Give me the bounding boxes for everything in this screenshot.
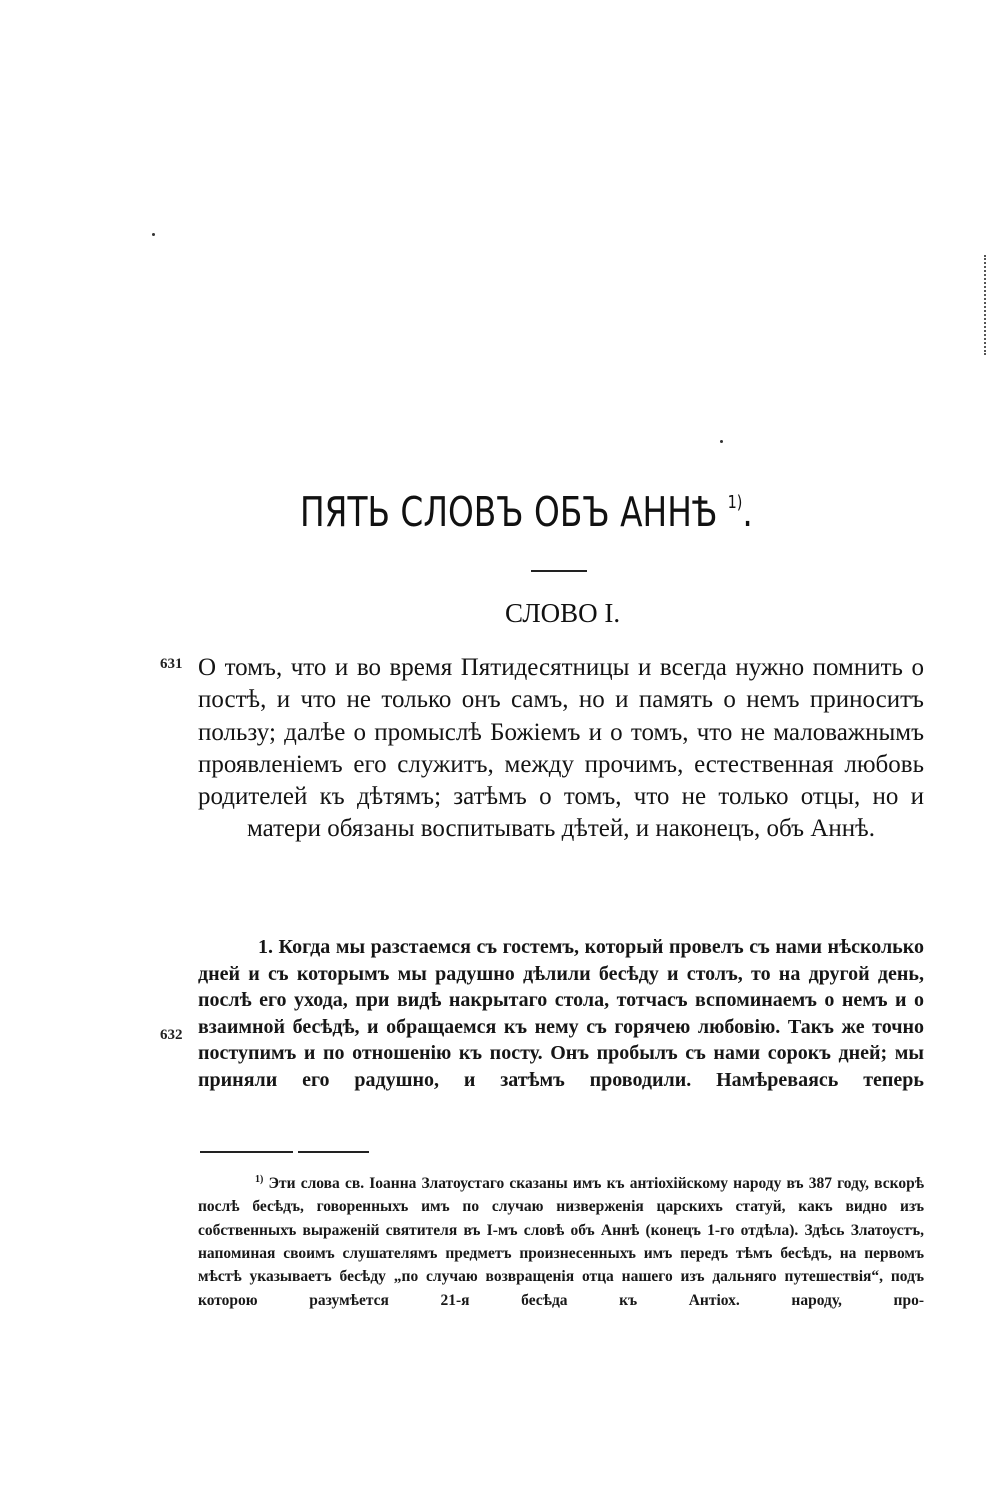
page-title: ПЯТЬ СЛОВЪ ОБЪ АННѢ $^{1)}$. xyxy=(300,488,753,536)
section-heading: СЛОВО I. xyxy=(505,598,621,628)
margin-page-number: 632 xyxy=(160,1027,183,1043)
body-paragraph: 1. Когда мы разстаемся съ гостемъ, который провелъ съ нами нѣсколько дней и съ которымъ мы радушно дѣлили бесѣду и столъ, то на другой день, послѣ его ухода, при видѣ накрытаго стола, тотчасъ вспоминаемъ о немъ и о взаимной бесѣдѣ, и обращаемся къ нему съ горячею любовію. Такъ же точно поступимъ и по отношенію къ посту. Онъ пробылъ съ нами сорокъ дней; мы приняли его радушно, и затѣмъ проводили. Намѣреваясь теперь xyxy=(198,936,924,1091)
footnote-marker: 1) xyxy=(255,1174,264,1185)
margin-page-number: 631 xyxy=(160,656,183,672)
title-text: ПЯТЬ СЛОВЪ ОБЪ АННѢ xyxy=(300,488,718,536)
scan-speck xyxy=(152,233,155,236)
scan-edge-marks xyxy=(984,255,989,355)
footnote-rule xyxy=(200,1151,293,1153)
footnote-text: Эти слова св. Іоанна Златоустаго сказаны имъ къ антіохійскому народу въ 387 году, вскорѣ послѣ бесѣдъ, говоренныхъ имъ по случаю низверженія царскихъ статуй, какъ видно изъ собственныхъ выраженій святителя въ І-мъ словѣ объ Аннѣ (конецъ 1-го отдѣла). Здѣсь Златоустъ, напоминая своимъ слушателямъ предметъ произнесенныхъ имъ передъ тѣмъ бесѣдъ, на первомъ мѣстѣ указываетъ бесѣду „по случаю возвращенія отца нашего изъ дальняго путешествія“, подъ которою разумѣется 21-я бесѣда къ Антіох. народу, про- xyxy=(198,1175,925,1309)
title-footnote-marker: 1) xyxy=(727,492,743,513)
chapter-summary: О томъ, что и во время Пятидесятницы и всегда нужно помнить о постѣ, и что не только онъ самъ, но и память о немъ приноситъ пользу; далѣе о промыслѣ Божіемъ и о томъ, что не маловажнымъ проявленіемъ его служитъ, между прочимъ, естественная любовь родителей къ дѣтямъ; затѣмъ о томъ, что не только отцы, но и матери обязаны воспитывать дѣтей, и наконецъ, объ Аннѣ. xyxy=(198,654,924,843)
footnote-rule xyxy=(298,1151,369,1153)
title-divider xyxy=(531,570,587,572)
scan-speck xyxy=(720,440,723,443)
footnote xyxy=(198,1168,924,1312)
